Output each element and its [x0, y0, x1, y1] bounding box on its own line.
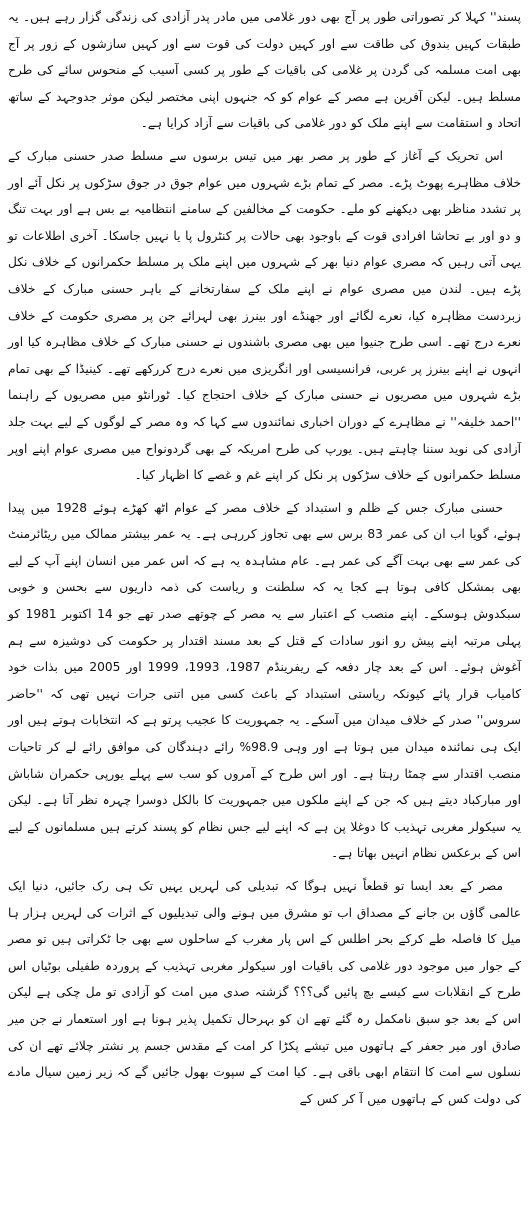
article-paragraph-intro: پسند'' کہلا کر تصوراتی طور پر آج بھی دور غلامی میں مادر پدر آزادی کی زندگی گزار رہے ہیں۔ یہ طبقات کہیں بندوق کی طاقت سے اور کہیں دولت کی قوت سے اور کہیں سازشوں کے زور پر آج بھی امت مسلمہ کی گردن پر غلامی کی باقیات کے طور پر کسی آسیب کے منحوس سائے کی طرح مسلط ہیں۔ لیکن آفرین ہے مصر کے عوام کو کہ جنہوں اپنی مختصر لیکن موثر جدوجہد کے ساتھ اتحاد و استقامت سے اپنے ملک کو دور غلامی کی باقیات سے آزاد کرایا ہے۔: [8, 10, 521, 131]
article-paragraph-protests: اس تحریک کے آغاز کے طور پر مصر بھر میں تیس برسوں سے مسلط صدر حسنی مبارک کے خلاف مظاہرے پھوٹ پڑے۔ مصر کے تمام بڑے شہروں میں عوام جوق در جوق سڑکوں پر نکل آئے اور پر تشدد مناظر بھی دیکھنے کو ملے۔ حکومت کے مخالفین کے سامنے انتظامیہ بے بس ہے اور بہت تنگ و دو اور بے تحاشا افرادی قوت کے باوجود بھی حالات پر کنٹرول پا یا نہیں جاسکا۔ آخری اطلاعات تو یہی آتی رہیں کہ مصری عوام دنیا بھر کے شہروں میں اپنے ملک پر مسلط حکمرانوں کے خلاف نکل پڑے ہیں۔ لندن میں مصری عوام نے اپنے ملک کے سفارتخانے کے باہر حسنی مبارک کے خلاف زبردست مظاہرہ کیا، نعرے لگائے اور جھنڈے اور بینرز بھی لہرائے جن پر مصری حکومت کے خلاف نعرے درج تھے۔ اسی طرح جنیوا میں بھی مصری باشندوں نے حسنی مبارک کے خلاف مظاہرہ کیا اور انہوں نے اپنے بینرز پر عربی، فرانسیسی اور انگریزی میں نعرے درج کررکھے تھے۔ کینیڈا کے بھی تمام بڑے شہروں میں مصریوں نے حسنی مبارک کے خلاف احتجاج کیا۔ ٹورانٹو میں مصریوں کے راہنما ''احمد خلیفہ'' نے مظاہرے کے دوران اخباری نمائندوں سے کہا کہ وہ مصر کے لوگوں کے لیے بہت جلد آزادی کی نوید سننا چاہتے ہیں۔ یورپ کی طرح امریکہ کے بھی گردونواح میں مصری عوام اپنے اوپر مسلط حکمرانوں کے خلاف سڑکوں پر نکل کر اپنے غم و غصے کا اظہار کیا۔: [8, 148, 521, 483]
article-paragraph-aftermath: مصر کے بعد ایسا تو قطعاً نہیں ہوگا کہ تبدیلی کی لہریں یہیں تک ہی رک جائیں، دنیا ایک عالمی گاؤں بن جانے کے مصداق اب تو مشرق میں ہونے والی تبدیلیوں کے اثرات کی لہریں ہزار ہا میل کا فاصلہ طے کرکے بحر اطلس کے اس پار مغرب کے ساحلوں سے بھی جا ٹکراتی ہیں تو مصر کے جوار میں موجود دور غلامی کی باقیات اور سیکولر مغربی تہذیب کے پروردہ طفیلی بوٹیاں اس طرح کے انقلابات سے کیسے بچ پائیں گی؟؟؟ گزشتہ صدی میں امت کو آزادی تو مل چکی ہے لیکن اس کے بعد جو سبق نامکمل رہ گئے تھے ان کو بہرحال تکمیل پذیر ہونا ہے اور استعمار نے جن میر صادق اور میر جعفر کے ہاتھوں میں تیشے پکڑا کر امت کے مقدس جسم پر نشتر چلائے تھے ان کی نسلوں سے امت کا انتقام ابھی باقی ہے۔ کیا امت کے سپوت بھول جائیں گے کہ زیر زمین سیال مادے کی دولت کس کے ہاتھوں میں آ کر کس کے: [8, 879, 521, 1106]
article-paragraph-mubarak: حسنی مبارک جس کے ظلم و استبداد کے خلاف مصر کے عوام اٹھ کھڑے ہوئے 1928 میں پیدا ہوئے، گویا اب ان کی عمر 83 برس سے بھی تجاوز کررہی ہے۔ یہ عمر بیشتر ممالک میں ریٹائرمنٹ کی عمر سے بھی بہت آگے کی عمر ہے۔ عام مشاہدہ یہ ہے کہ اس عمر میں انسان اپنے آپ کے لیے بھی بمشکل کافی ہوتا ہے کجا یہ کہ سلطنت و ریاست کی ذمہ داریوں سے بحسن و خوبی سبکدوش ہوسکے۔ اپنے منصب کے اعتبار سے یہ مصر کے چوتھے صدر تھے جو 14 اکتوبر 1981 کو پہلی مرتبہ اپنے پیش رو انور سادات کے قتل کے بعد مسند اقتدار پر حکومت کی دوشیزہ سے ہم آغوش ہوئے۔ اس کے بعد چار دفعہ کے ریفرینڈم 1987، 1993، 1999 اور 2005 میں بذات خود کامیاب قرار پائے کیونکہ ریاستی استبداد کے باعث کسی میں اتنی جرات نہیں تھی کہ ''حاضر سروس'' صدر کے خلاف میدان میں آسکے۔ یہ جمہوریت کا عجیب پرتو ہے کہ انتخابات ہوتے ہیں اور ایک ہی نمائندہ میدان میں ہوتا ہے اور وہی 98.9% رائے دہندگان کی موافق رائے لے کر تاحیات منصب اقتدار سے چمٹا رہتا ہے۔ اور اس طرح کے آمروں کو سب سے پہلے یورپی حکمران شاباش اور مبارکباد دیتے ہیں کہ جن کے اپنے ملکوں میں جمہوریت کا بالکل دوسرا چہرہ نظر آتا ہے۔ لیکن یہ سیکولر مغربی تہذیب کا دوغلا پن ہے کہ اپنے لیے جس نظام کو پسند کرتے ہیں مسلمانوں کے لیے اس کے برعکس نظام انہیں بھاتا ہے۔: [8, 500, 521, 861]
